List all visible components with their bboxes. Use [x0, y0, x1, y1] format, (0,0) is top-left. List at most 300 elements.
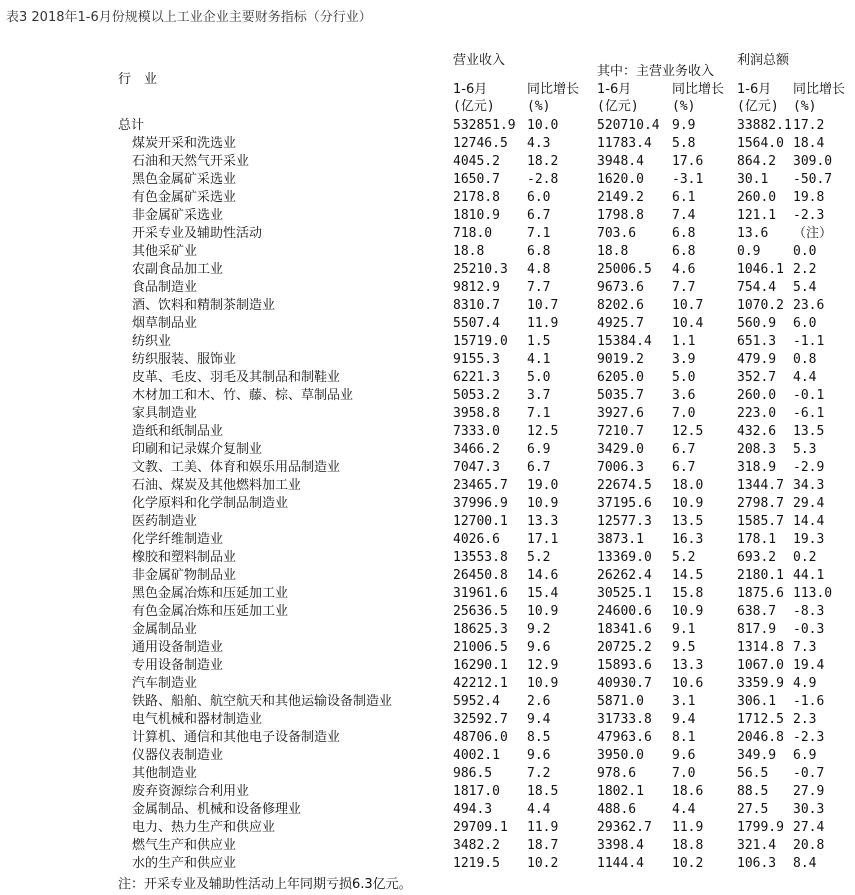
table-row [0, 423, 855, 441]
profit-growth-cell: 2.3 [793, 712, 817, 727]
header-revenue: 营业收入 [453, 53, 506, 68]
revenue-growth-cell: 1.5 [527, 334, 551, 349]
industry-name: 石油、煤炭及其他燃料加工业 [132, 478, 302, 493]
revenue-cell: 29709.1 [453, 820, 508, 835]
profit-growth-cell: -2.3 [793, 730, 825, 745]
table-row [0, 711, 855, 729]
profit-cell: 1585.7 [737, 514, 784, 529]
profit-cell: 13.6 [737, 226, 769, 241]
industry-name: 造纸和纸制品业 [132, 424, 224, 439]
main-business-growth-cell: 10.7 [672, 298, 704, 313]
main-business-growth-cell: 7.7 [672, 280, 696, 295]
industry-name: 电力、热力生产和供应业 [132, 820, 276, 835]
industry-name: 煤炭开采和洗选业 [132, 136, 237, 151]
profit-growth-cell: 2.2 [793, 262, 817, 277]
main-business-growth-cell: 9.9 [672, 118, 696, 133]
profit-growth-cell: 7.3 [793, 640, 817, 655]
main-business-cell: 15893.6 [597, 658, 652, 673]
profit-growth-cell: 29.4 [793, 496, 825, 511]
industry-name: 其他制造业 [132, 766, 198, 781]
revenue-growth-cell: 18.2 [527, 154, 559, 169]
profit-cell: 864.2 [737, 154, 777, 169]
main-business-growth-cell: 14.5 [672, 568, 704, 583]
revenue-growth-cell: 6.9 [527, 442, 551, 457]
profit-cell: 352.7 [737, 370, 777, 385]
revenue-cell: 2178.8 [453, 190, 500, 205]
profit-cell: 3359.9 [737, 676, 784, 691]
header-rev-growth: 同比增长 [527, 82, 580, 97]
revenue-growth-cell: 3.7 [527, 388, 551, 403]
industry-name: 家具制造业 [132, 406, 198, 421]
main-business-cell: 1798.8 [597, 208, 644, 223]
industry-name: 水的生产和供应业 [132, 856, 237, 871]
main-business-growth-cell: 12.5 [672, 424, 704, 439]
profit-growth-cell: 20.8 [793, 838, 825, 853]
main-business-growth-cell: 4.6 [672, 262, 696, 277]
industry-name: 酒、饮料和精制茶制造业 [132, 298, 276, 313]
table-row [0, 729, 855, 747]
table-row [0, 207, 855, 225]
main-business-growth-cell: 3.1 [672, 694, 696, 709]
main-business-cell: 7006.3 [597, 460, 644, 475]
industry-name: 橡胶和塑料制品业 [132, 550, 237, 565]
table-row [0, 567, 855, 585]
revenue-growth-cell: 6.7 [527, 208, 551, 223]
revenue-growth-cell: 2.6 [527, 694, 551, 709]
main-business-cell: 5871.0 [597, 694, 644, 709]
main-business-cell: 9019.2 [597, 352, 644, 367]
main-business-growth-cell: 18.6 [672, 784, 704, 799]
main-business-growth-cell: 9.1 [672, 622, 696, 637]
main-business-cell: 25006.5 [597, 262, 652, 277]
table-row [0, 495, 855, 513]
industry-name: 计算机、通信和其他电子设备制造业 [132, 730, 341, 745]
profit-growth-cell: -1.1 [793, 334, 825, 349]
header-main-period: 1-6月 [597, 82, 632, 97]
profit-growth-cell: -50.7 [793, 172, 833, 187]
revenue-cell: 31961.6 [453, 586, 508, 601]
table-row [0, 261, 855, 279]
revenue-cell: 21006.5 [453, 640, 508, 655]
main-business-growth-cell: 3.9 [672, 352, 696, 367]
profit-cell: 432.6 [737, 424, 777, 439]
profit-cell: 560.9 [737, 316, 777, 331]
industry-name: 汽车制造业 [132, 676, 198, 691]
revenue-cell: 42212.1 [453, 676, 508, 691]
table-row [0, 135, 855, 153]
table-row [0, 243, 855, 261]
table-row [0, 819, 855, 837]
header-main-growth: 同比增长 [672, 82, 725, 97]
profit-cell: 260.0 [737, 388, 777, 403]
main-business-growth-cell: 10.6 [672, 676, 704, 691]
revenue-growth-cell: 6.8 [527, 244, 551, 259]
main-business-cell: 488.6 [597, 802, 637, 817]
main-business-growth-cell: 5.0 [672, 370, 696, 385]
profit-cell: 2180.1 [737, 568, 784, 583]
profit-growth-cell: -1.6 [793, 694, 825, 709]
revenue-growth-cell: 4.4 [527, 802, 551, 817]
main-business-cell: 1802.1 [597, 784, 644, 799]
profit-cell: 33882.1 [737, 118, 792, 133]
main-business-cell: 4925.7 [597, 316, 644, 331]
industry-name: 仪器仪表制造业 [132, 748, 224, 763]
table-row [0, 765, 855, 783]
industry-name: 木材加工和木、竹、藤、棕、草制品业 [132, 388, 354, 403]
revenue-cell: 986.5 [453, 766, 493, 781]
revenue-cell: 16290.1 [453, 658, 508, 673]
table-row [0, 171, 855, 189]
revenue-growth-cell: 15.4 [527, 586, 559, 601]
main-business-cell: 1144.4 [597, 856, 644, 871]
main-business-growth-cell: 18.8 [672, 838, 704, 853]
table-row [0, 549, 855, 567]
profit-growth-cell: 34.3 [793, 478, 825, 493]
profit-growth-cell: 19.4 [793, 658, 825, 673]
revenue-growth-cell: 19.0 [527, 478, 559, 493]
revenue-cell: 12700.1 [453, 514, 508, 529]
main-business-cell: 978.6 [597, 766, 637, 781]
main-business-cell: 8202.6 [597, 298, 644, 313]
profit-cell: 1314.8 [737, 640, 784, 655]
main-business-growth-cell: 1.1 [672, 334, 696, 349]
industry-name: 石油和天然气开采业 [132, 154, 250, 169]
main-business-growth-cell: 17.6 [672, 154, 704, 169]
industry-name: 文教、工美、体育和娱乐用品制造业 [132, 460, 341, 475]
main-business-growth-cell: -3.1 [672, 172, 704, 187]
revenue-cell: 532851.9 [453, 118, 516, 133]
profit-growth-cell: -2.9 [793, 460, 825, 475]
main-business-cell: 24600.6 [597, 604, 652, 619]
table-row [0, 459, 855, 477]
revenue-cell: 5507.4 [453, 316, 500, 331]
main-business-cell: 5035.7 [597, 388, 644, 403]
industry-name: 废弃资源综合利用业 [132, 784, 250, 799]
main-business-growth-cell: 16.3 [672, 532, 704, 547]
main-business-growth-cell: 13.3 [672, 658, 704, 673]
main-business-cell: 3398.4 [597, 838, 644, 853]
revenue-growth-cell: 10.7 [527, 298, 559, 313]
profit-growth-cell: 6.9 [793, 748, 817, 763]
revenue-cell: 48706.0 [453, 730, 508, 745]
profit-cell: 121.1 [737, 208, 777, 223]
revenue-growth-cell: 13.3 [527, 514, 559, 529]
main-business-cell: 3950.0 [597, 748, 644, 763]
main-business-growth-cell: 7.4 [672, 208, 696, 223]
table-row [0, 837, 855, 855]
revenue-cell: 13553.8 [453, 550, 508, 565]
revenue-cell: 18625.3 [453, 622, 508, 637]
revenue-growth-cell: 10.0 [527, 118, 559, 133]
profit-cell: 321.4 [737, 838, 777, 853]
main-business-cell: 30525.1 [597, 586, 652, 601]
profit-growth-cell: 5.4 [793, 280, 817, 295]
header-rev-growth-unit: (%) [527, 99, 551, 114]
revenue-growth-cell: 8.5 [527, 730, 551, 745]
profit-cell: 1067.0 [737, 658, 784, 673]
header-industry: 行 业 [118, 72, 158, 87]
table-row [0, 531, 855, 549]
main-business-growth-cell: 10.4 [672, 316, 704, 331]
main-business-cell: 18341.6 [597, 622, 652, 637]
profit-cell: 2798.7 [737, 496, 784, 511]
industry-name: 化学原料和化学制品制造业 [132, 496, 289, 511]
industry-name: 纺织业 [132, 334, 172, 349]
profit-growth-cell: -0.1 [793, 388, 825, 403]
profit-growth-cell: 27.4 [793, 820, 825, 835]
revenue-growth-cell: 9.4 [527, 712, 551, 727]
table-row [0, 477, 855, 495]
industry-name: 化学纤维制造业 [132, 532, 224, 547]
profit-cell: 2046.8 [737, 730, 784, 745]
industry-name: 其他采矿业 [132, 244, 198, 259]
revenue-cell: 7333.0 [453, 424, 500, 439]
header-main-growth-unit: (%) [672, 99, 696, 114]
profit-growth-cell: 4.9 [793, 676, 817, 691]
profit-growth-cell: 0.0 [793, 244, 817, 259]
profit-cell: 260.0 [737, 190, 777, 205]
revenue-growth-cell: 10.9 [527, 496, 559, 511]
industry-name: 医药制造业 [132, 514, 198, 529]
main-business-growth-cell: 10.9 [672, 496, 704, 511]
profit-cell: 817.9 [737, 622, 777, 637]
header-main-unit: (亿元) [597, 99, 639, 114]
table-row [0, 279, 855, 297]
main-business-cell: 9673.6 [597, 280, 644, 295]
profit-cell: 178.1 [737, 532, 777, 547]
main-business-growth-cell: 10.9 [672, 604, 704, 619]
profit-growth-cell: 17.2 [793, 118, 825, 133]
profit-cell: 27.5 [737, 802, 769, 817]
profit-cell: 1344.7 [737, 478, 784, 493]
main-business-cell: 15384.4 [597, 334, 652, 349]
main-business-growth-cell: 15.8 [672, 586, 704, 601]
profit-growth-cell: 23.6 [793, 298, 825, 313]
revenue-cell: 3958.8 [453, 406, 500, 421]
table-row [0, 801, 855, 819]
main-business-growth-cell: 9.4 [672, 712, 696, 727]
industry-name: 铁路、船舶、航空航天和其他运输设备制造业 [132, 694, 393, 709]
revenue-cell: 25210.3 [453, 262, 508, 277]
revenue-growth-cell: 7.1 [527, 226, 551, 241]
revenue-cell: 1817.0 [453, 784, 500, 799]
revenue-cell: 1219.5 [453, 856, 500, 871]
main-business-cell: 26262.4 [597, 568, 652, 583]
profit-cell: 88.5 [737, 784, 769, 799]
profit-growth-cell: 6.0 [793, 316, 817, 331]
main-business-growth-cell: 6.8 [672, 226, 696, 241]
main-business-growth-cell: 8.1 [672, 730, 696, 745]
main-business-growth-cell: 11.9 [672, 820, 704, 835]
profit-growth-cell: 30.3 [793, 802, 825, 817]
profit-cell: 1564.0 [737, 136, 784, 151]
revenue-growth-cell: 5.0 [527, 370, 551, 385]
profit-cell: 306.1 [737, 694, 777, 709]
revenue-growth-cell: 10.9 [527, 676, 559, 691]
revenue-cell: 1650.7 [453, 172, 500, 187]
profit-growth-cell: 113.0 [793, 586, 833, 601]
profit-growth-cell: 0.2 [793, 550, 817, 565]
revenue-cell: 5053.2 [453, 388, 500, 403]
main-business-cell: 37195.6 [597, 496, 652, 511]
table-row [0, 675, 855, 693]
profit-cell: 1070.2 [737, 298, 784, 313]
main-business-cell: 20725.2 [597, 640, 652, 655]
main-business-growth-cell: 3.6 [672, 388, 696, 403]
revenue-growth-cell: 7.7 [527, 280, 551, 295]
industry-name: 通用设备制造业 [132, 640, 224, 655]
table-row [0, 297, 855, 315]
profit-cell: 318.9 [737, 460, 777, 475]
main-business-cell: 13369.0 [597, 550, 652, 565]
table-row [0, 855, 855, 873]
industry-name: 纺织服装、服饰业 [132, 352, 237, 367]
header-rev-unit: (亿元) [453, 99, 495, 114]
industry-name: 黑色金属矿采选业 [132, 172, 237, 187]
revenue-cell: 8310.7 [453, 298, 500, 313]
revenue-growth-cell: -2.8 [527, 172, 559, 187]
main-business-cell: 1620.0 [597, 172, 644, 187]
main-business-growth-cell: 6.1 [672, 190, 696, 205]
header-profit: 利润总额 [737, 53, 790, 68]
main-business-growth-cell: 6.8 [672, 244, 696, 259]
main-business-cell: 3927.6 [597, 406, 644, 421]
profit-cell: 1712.5 [737, 712, 784, 727]
main-business-growth-cell: 18.0 [672, 478, 704, 493]
table-row [0, 405, 855, 423]
revenue-growth-cell: 11.9 [527, 820, 559, 835]
revenue-growth-cell: 9.6 [527, 640, 551, 655]
table-body [0, 117, 855, 873]
profit-growth-cell: 0.8 [793, 352, 817, 367]
table-row [0, 225, 855, 243]
main-business-cell: 18.8 [597, 244, 629, 259]
profit-cell: 30.1 [737, 172, 769, 187]
revenue-cell: 718.0 [453, 226, 493, 241]
revenue-cell: 4002.1 [453, 748, 500, 763]
main-business-growth-cell: 4.4 [672, 802, 696, 817]
main-business-growth-cell: 13.5 [672, 514, 704, 529]
revenue-growth-cell: 4.3 [527, 136, 551, 151]
profit-growth-cell: 5.3 [793, 442, 817, 457]
revenue-growth-cell: 11.9 [527, 316, 559, 331]
profit-cell: 223.0 [737, 406, 777, 421]
footnote: 注：开采专业及辅助性活动上年同期亏损6.3亿元。 [118, 877, 412, 892]
revenue-growth-cell: 9.2 [527, 622, 551, 637]
revenue-growth-cell: 10.9 [527, 604, 559, 619]
profit-cell: 208.3 [737, 442, 777, 457]
main-business-cell: 703.6 [597, 226, 637, 241]
revenue-cell: 5952.4 [453, 694, 500, 709]
profit-cell: 1046.1 [737, 262, 784, 277]
profit-cell: 349.9 [737, 748, 777, 763]
table-row [0, 585, 855, 603]
main-business-cell: 6205.0 [597, 370, 644, 385]
main-business-cell: 3429.0 [597, 442, 644, 457]
main-business-cell: 7210.7 [597, 424, 644, 439]
table-row [0, 441, 855, 459]
revenue-growth-cell: 10.2 [527, 856, 559, 871]
revenue-growth-cell: 4.1 [527, 352, 551, 367]
revenue-cell: 3482.2 [453, 838, 500, 853]
header-rev-period: 1-6月 [453, 82, 488, 97]
industry-name: 烟草制品业 [132, 316, 198, 331]
industry-name: 非金属矿采选业 [132, 208, 224, 223]
profit-cell: 56.5 [737, 766, 769, 781]
table-row-total [0, 117, 855, 135]
table-row [0, 747, 855, 765]
revenue-cell: 25636.5 [453, 604, 508, 619]
industry-name: 专用设备制造业 [132, 658, 224, 673]
industry-name: 燃气生产和供应业 [132, 838, 237, 853]
revenue-cell: 494.3 [453, 802, 493, 817]
revenue-growth-cell: 12.5 [527, 424, 559, 439]
revenue-growth-cell: 4.8 [527, 262, 551, 277]
table-row [0, 693, 855, 711]
revenue-growth-cell: 18.7 [527, 838, 559, 853]
profit-cell: 106.3 [737, 856, 777, 871]
profit-cell: 1875.6 [737, 586, 784, 601]
table-row [0, 315, 855, 333]
revenue-growth-cell: 12.9 [527, 658, 559, 673]
revenue-cell: 9812.9 [453, 280, 500, 295]
revenue-cell: 4045.2 [453, 154, 500, 169]
profit-cell: 651.3 [737, 334, 777, 349]
profit-growth-cell: 309.0 [793, 154, 833, 169]
table-row [0, 639, 855, 657]
industry-name: 电气机械和器材制造业 [132, 712, 263, 727]
header-profit-unit: (亿元) [737, 99, 779, 114]
header-profit-growth-unit: (%) [793, 99, 817, 114]
industry-name: 开采专业及辅助性活动 [132, 226, 263, 241]
main-business-cell: 520710.4 [597, 118, 660, 133]
main-business-growth-cell: 9.6 [672, 748, 696, 763]
revenue-growth-cell: 14.6 [527, 568, 559, 583]
main-business-growth-cell: 5.8 [672, 136, 696, 151]
table-row [0, 153, 855, 171]
main-business-cell: 12577.3 [597, 514, 652, 529]
industry-name: 农副食品加工业 [132, 262, 224, 277]
profit-cell: 479.9 [737, 352, 777, 367]
table-row [0, 369, 855, 387]
industry-name: 食品制造业 [132, 280, 198, 295]
revenue-growth-cell: 7.1 [527, 406, 551, 421]
revenue-cell: 9155.3 [453, 352, 500, 367]
revenue-cell: 6221.3 [453, 370, 500, 385]
profit-cell: 1799.9 [737, 820, 784, 835]
main-business-cell: 29362.7 [597, 820, 652, 835]
main-business-cell: 3948.4 [597, 154, 644, 169]
revenue-cell: 12746.5 [453, 136, 508, 151]
revenue-growth-cell: 5.2 [527, 550, 551, 565]
profit-growth-cell: 19.3 [793, 532, 825, 547]
main-business-growth-cell: 5.2 [672, 550, 696, 565]
revenue-cell: 23465.7 [453, 478, 508, 493]
profit-growth-cell: -6.1 [793, 406, 825, 421]
table-row [0, 621, 855, 639]
main-business-cell: 47963.6 [597, 730, 652, 745]
table-row [0, 351, 855, 369]
revenue-cell: 26450.8 [453, 568, 508, 583]
main-business-growth-cell: 9.5 [672, 640, 696, 655]
main-business-cell: 40930.7 [597, 676, 652, 691]
main-business-growth-cell: 6.7 [672, 442, 696, 457]
table-row [0, 333, 855, 351]
main-business-cell: 22674.5 [597, 478, 652, 493]
header-profit-period: 1-6月 [737, 82, 772, 97]
revenue-growth-cell: 9.6 [527, 748, 551, 763]
industry-name: 金属制品、机械和设备修理业 [132, 802, 302, 817]
